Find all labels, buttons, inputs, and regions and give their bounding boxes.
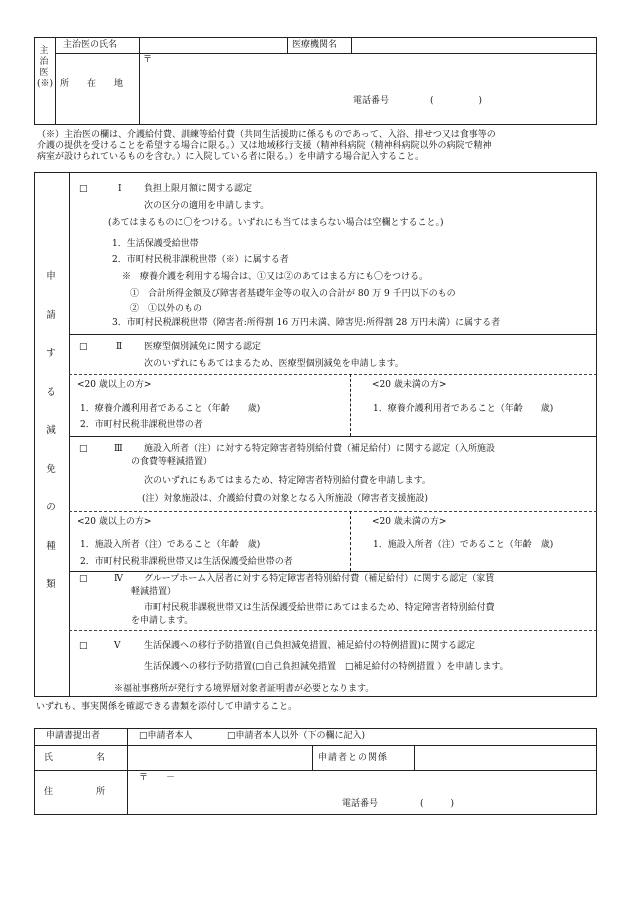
item-ii-checkbox[interactable]: □ (79, 342, 88, 352)
doctor-phone-label: 電話番号 (353, 96, 390, 106)
item-i-option-3: 3．市町村民税課税世帯（障害者:所得割 16 万円未満、障害児:所得割 28 万円未満）に属する者 (112, 318, 501, 328)
divider (69, 571, 597, 572)
doctor-note-line1: （※）主治医の欄は、介護給付費、訓練等給付費（共同生活援助に係るものであって、入浴、排せつ又は食事等の (37, 130, 496, 140)
item-iv-desc-1: 市町村民税非課税世帯又は生活保護受給世帯にあてはまるため、特定障害者特別給付費 (144, 603, 495, 613)
divider (69, 511, 597, 512)
item-ii-desc: 次のいずれにもあてはまるため、医療型個別減免を申請します。 (144, 359, 404, 369)
item-iii-note: (注）対象施設は、介護給付費の対象となる入所施設（障害者支援施設) (142, 494, 429, 504)
submitter-label: 申請書提出者 (46, 731, 101, 741)
item-ii-child-header: <20 歳未満の方> (372, 380, 447, 390)
attach-note: いずれも、事実関係を確認できる書類を添付して申請すること。 (36, 702, 298, 712)
item-iii-child-header: <20 歳未満の方> (372, 517, 447, 527)
item-iv-title-2: 軽減措置） (131, 587, 177, 597)
divider (55, 53, 597, 54)
submitter-address-label: 住 所 (44, 787, 110, 797)
item-i-note: (あてはまるものに〇をつける。いずれにも当てはまらない場合は空欄とすること。) (108, 218, 444, 228)
item-i-numeral: Ⅰ (118, 184, 122, 194)
divider (55, 37, 56, 125)
item-v-note: ※福祉事務所が発行する境界層対象者証明書が必要となります。 (114, 684, 375, 694)
divider (69, 334, 597, 335)
application-box (34, 172, 597, 697)
divider (312, 745, 313, 770)
divider (350, 511, 351, 571)
submitter-phone-label: 電話番号 (342, 799, 379, 809)
item-i-option-2: 2．市町村民税非課税世帯（※）に属する者 (112, 255, 289, 265)
item-iv-desc-2: を申請します。 (131, 616, 194, 626)
divider (69, 630, 597, 631)
item-i-sub-2: ② ①以外のもの (130, 304, 203, 314)
item-iii-title-1: 施設入所者（注）に対する特定障害者特別給付費（補足給付）に関する認定（入所施設 (144, 444, 496, 454)
divider (34, 745, 597, 746)
item-ii-adult-1: 1．療養介護利用者であること（年齢 歳) (80, 404, 261, 414)
submitter-phone-paren: ( ) (420, 799, 455, 809)
item-iii-numeral: Ⅲ (114, 444, 123, 454)
item-i-desc: 次の区分の適用を申請します。 (144, 201, 270, 211)
doctor-phone-paren: ( ) (430, 96, 483, 106)
item-iii-child-1: 1．施設入所者（注）であること（年齢 歳) (373, 540, 554, 550)
item-iv-title-1: グループホーム入居者に対する特定障害者特別給付費（補足給付）に関する認定（家賃 (144, 574, 495, 584)
item-i-title: 負担上限月額に関する認定 (144, 184, 253, 194)
institution-label: 医療機関名 (292, 40, 338, 50)
item-i-option-1: 1．生活保護受給世帯 (112, 239, 199, 249)
item-ii-adult-2: 2．市町村民税非課税世帯の者 (80, 420, 203, 430)
item-iv-numeral: Ⅳ (114, 574, 123, 584)
item-v-numeral: Ⅴ (114, 641, 121, 651)
item-v-title: 生活保護への移行予防措置(自己負担減免措置、補足給付の特例措置)に関する認定 (144, 641, 476, 651)
doctor-note-line2: 介護の提供を受けることを希望する場合に限る。）又は地域移行支援（精神科病院（精神科病院以外の病院で精神 (37, 141, 492, 151)
item-i-sub-1: ① 合計所得金額及び障害者基礎年金等の収入の合計が 80 万 9 千円以下のもの (130, 289, 456, 299)
submitter-name-label: 氏 名 (44, 753, 110, 763)
doctor-note-line3: 病室が設けられているものを含む。）に入院している者に限る。）を申請する場合記入すること。 (37, 152, 425, 162)
item-iii-adult-1: 1．施設入所者（注）であること（年齢 歳) (80, 540, 261, 550)
item-ii-numeral: Ⅱ (116, 342, 123, 352)
item-v-desc: 生活保護への移行予防措置(□自己負担減免措置 □補足給付の特例措置 ）を申請します。 (144, 662, 509, 672)
item-ii-child-1: 1．療養介護利用者であること（年齢 歳) (373, 404, 554, 414)
item-v-checkbox[interactable]: □ (79, 641, 88, 651)
item-ii-adult-header: <20 歳以上の方> (77, 380, 152, 390)
divider (139, 37, 140, 125)
doctor-side-label: 主治医(※) (37, 46, 54, 89)
item-iii-checkbox[interactable]: □ (79, 444, 88, 454)
item-iii-desc: 次のいずれにもあてはまるため、特定障害者特別給付費を申請します。 (144, 476, 431, 486)
divider (287, 37, 288, 53)
divider (351, 37, 352, 53)
submitter-relation-label: 申請者との関係 (318, 753, 389, 763)
divider (69, 374, 597, 375)
doctor-postal-mark: 〒 (143, 55, 153, 65)
item-iii-title-2: の食費等軽減措置） (131, 457, 213, 467)
submitter-other-option[interactable]: □申請者本人以外（下の欄に記入) (227, 731, 366, 741)
divider (69, 436, 597, 437)
submitter-postal-mark: 〒 － (139, 773, 176, 783)
item-i-care-note: ※ 療養介護を利用する場合は、①又は②のあてはまる方にも〇をつける。 (122, 272, 429, 282)
item-iv-checkbox[interactable]: □ (79, 574, 88, 584)
item-i-checkbox[interactable]: □ (79, 184, 88, 194)
divider (34, 770, 597, 771)
item-iii-adult-2: 2．市町村民税非課税世帯又は生活保護受給世帯の者 (80, 557, 293, 567)
divider (69, 172, 70, 697)
doctor-address-label: 所 在 地 (60, 79, 124, 89)
doctor-name-label: 主治医の氏名 (63, 40, 118, 50)
divider (350, 374, 351, 436)
divider (414, 745, 415, 770)
section-label: 申請する減免の種類 (46, 271, 56, 590)
submitter-self-option[interactable]: □申請者本人 (139, 731, 193, 741)
divider (127, 728, 128, 815)
item-iii-adult-header: <20 歳以上の方> (77, 517, 152, 527)
item-ii-title: 医療型個別減免に関する認定 (144, 342, 262, 352)
